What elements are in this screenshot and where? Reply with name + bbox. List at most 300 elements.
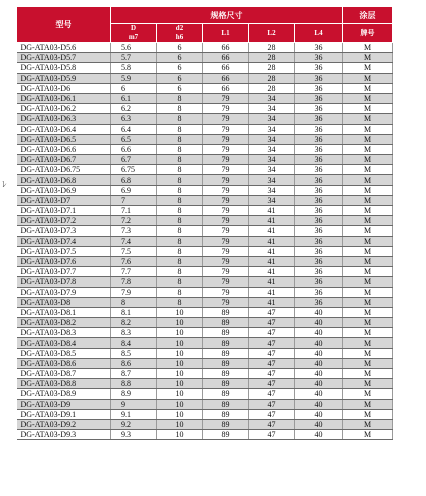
cell-l4: 40 — [295, 348, 343, 358]
cell-d: 6.4 — [111, 124, 157, 134]
cell-l4: 36 — [295, 165, 343, 175]
cell-model: DG-ATA03-D6.6 — [17, 144, 111, 154]
cell-l1: 79 — [203, 114, 249, 124]
cell-l2: 28 — [249, 63, 295, 73]
cell-d2: 8 — [157, 267, 203, 277]
cell-l4: 36 — [295, 246, 343, 256]
table-row — [17, 63, 393, 73]
cell-d: 7.5 — [111, 246, 157, 256]
cell-d2: 10 — [157, 307, 203, 317]
cell-d2: 8 — [157, 226, 203, 236]
cell-brand: M — [343, 124, 393, 134]
cell-model: DG-ATA03-D6.5 — [17, 134, 111, 144]
cell-l4: 36 — [295, 185, 343, 195]
cell-d: 7.3 — [111, 226, 157, 236]
cell-l2: 28 — [249, 73, 295, 83]
cell-model: DG-ATA03-D9 — [17, 399, 111, 409]
cell-brand: M — [343, 369, 393, 379]
cell-d2: 8 — [157, 104, 203, 114]
cell-model: DG-ATA03-D8.5 — [17, 348, 111, 358]
cell-d: 6.75 — [111, 165, 157, 175]
cell-l2: 47 — [249, 369, 295, 379]
cell-d2: 6 — [157, 73, 203, 83]
cell-d2: 8 — [157, 114, 203, 124]
cell-l1: 79 — [203, 134, 249, 144]
cell-l4: 36 — [295, 53, 343, 63]
table-row — [17, 297, 393, 307]
cell-d2: 8 — [157, 185, 203, 195]
cell-d: 9.3 — [111, 430, 157, 440]
header-d2 — [157, 24, 203, 43]
cell-l4: 36 — [295, 83, 343, 93]
cell-d: 9 — [111, 399, 157, 409]
cell-l2: 34 — [249, 185, 295, 195]
cell-l2: 47 — [249, 379, 295, 389]
cell-l1: 89 — [203, 409, 249, 419]
cell-d: 6.2 — [111, 104, 157, 114]
cell-l1: 66 — [203, 83, 249, 93]
cell-d: 6.7 — [111, 155, 157, 165]
cell-l1: 89 — [203, 399, 249, 409]
cell-l4: 36 — [295, 277, 343, 287]
table-row — [17, 369, 393, 379]
cell-model: DG-ATA03-D7.4 — [17, 236, 111, 246]
cell-model: DG-ATA03-D6 — [17, 83, 111, 93]
header-l4: L4 — [295, 24, 343, 43]
cell-model: DG-ATA03-D8 — [17, 297, 111, 307]
cell-l2: 47 — [249, 307, 295, 317]
cell-brand: M — [343, 63, 393, 73]
cell-brand: M — [343, 216, 393, 226]
cell-d: 8.7 — [111, 369, 157, 379]
cell-d2: 10 — [157, 389, 203, 399]
cell-model: DG-ATA03-D6.9 — [17, 185, 111, 195]
header-d — [111, 24, 157, 43]
cell-d: 6.8 — [111, 175, 157, 185]
cell-l4: 40 — [295, 369, 343, 379]
cell-l1: 79 — [203, 155, 249, 165]
cell-model: DG-ATA03-D7.2 — [17, 216, 111, 226]
header-l1: L1 — [203, 24, 249, 43]
cell-l4: 36 — [295, 216, 343, 226]
cell-d: 6 — [111, 83, 157, 93]
cell-d2: 10 — [157, 318, 203, 328]
cell-model: DG-ATA03-D8.7 — [17, 369, 111, 379]
cell-brand: M — [343, 287, 393, 297]
cell-l1: 89 — [203, 348, 249, 358]
cell-l1: 79 — [203, 175, 249, 185]
table-row — [17, 287, 393, 297]
cell-model: DG-ATA03-D7.3 — [17, 226, 111, 236]
cell-l1: 79 — [203, 287, 249, 297]
table-row — [17, 175, 393, 185]
cell-l4: 36 — [295, 206, 343, 216]
table-row — [17, 73, 393, 83]
cell-d: 5.9 — [111, 73, 157, 83]
cell-brand: M — [343, 389, 393, 399]
cell-brand: M — [343, 175, 393, 185]
table-row — [17, 328, 393, 338]
table-row — [17, 53, 393, 63]
table-row — [17, 165, 393, 175]
cell-brand: M — [343, 206, 393, 216]
cell-l1: 66 — [203, 43, 249, 53]
cell-l2: 47 — [249, 358, 295, 368]
cell-model: DG-ATA03-D8.8 — [17, 379, 111, 389]
cell-l1: 79 — [203, 93, 249, 103]
cell-l4: 40 — [295, 379, 343, 389]
cell-model: DG-ATA03-D6.2 — [17, 104, 111, 114]
cell-brand: M — [343, 256, 393, 266]
table-row — [17, 83, 393, 93]
cell-l4: 36 — [295, 267, 343, 277]
cell-l4: 36 — [295, 43, 343, 53]
cell-d: 8.9 — [111, 389, 157, 399]
cell-d: 8.3 — [111, 328, 157, 338]
cell-l4: 40 — [295, 318, 343, 328]
cell-model: DG-ATA03-D9.2 — [17, 419, 111, 429]
table-row — [17, 246, 393, 256]
cell-brand: M — [343, 267, 393, 277]
cell-l1: 66 — [203, 63, 249, 73]
cell-l2: 34 — [249, 124, 295, 134]
table-row — [17, 43, 393, 53]
cell-brand: M — [343, 409, 393, 419]
cell-d2: 6 — [157, 63, 203, 73]
cell-brand: M — [343, 236, 393, 246]
cell-model: DG-ATA03-D8.2 — [17, 318, 111, 328]
cell-model: DG-ATA03-D5.7 — [17, 53, 111, 63]
cell-d2: 8 — [157, 246, 203, 256]
cell-d: 8 — [111, 297, 157, 307]
cell-l4: 40 — [295, 419, 343, 429]
header-d2-line1: d2 — [175, 24, 184, 32]
cell-model: DG-ATA03-D6.8 — [17, 175, 111, 185]
cell-l1: 66 — [203, 53, 249, 63]
table-body — [17, 43, 393, 440]
cell-l1: 79 — [203, 246, 249, 256]
table-row — [17, 318, 393, 328]
cell-l2: 34 — [249, 155, 295, 165]
cell-d2: 8 — [157, 256, 203, 266]
cell-l2: 34 — [249, 144, 295, 154]
cell-model: DG-ATA03-D7.5 — [17, 246, 111, 256]
cell-model: DG-ATA03-D6.7 — [17, 155, 111, 165]
cell-l1: 79 — [203, 185, 249, 195]
table-row — [17, 399, 393, 409]
cell-l2: 47 — [249, 338, 295, 348]
cell-brand: M — [343, 358, 393, 368]
cell-l2: 41 — [249, 206, 295, 216]
cell-l4: 36 — [295, 114, 343, 124]
cell-brand: M — [343, 53, 393, 63]
cell-l1: 79 — [203, 277, 249, 287]
cell-d2: 10 — [157, 430, 203, 440]
cell-l2: 28 — [249, 53, 295, 63]
cell-l2: 41 — [249, 267, 295, 277]
cell-d: 6.6 — [111, 144, 157, 154]
cell-model: DG-ATA03-D5.8 — [17, 63, 111, 73]
cell-l4: 36 — [295, 287, 343, 297]
cell-l1: 79 — [203, 124, 249, 134]
cell-l2: 41 — [249, 216, 295, 226]
cell-d2: 8 — [157, 93, 203, 103]
header-coating-group: 涂层 — [343, 7, 393, 24]
cell-l1: 89 — [203, 379, 249, 389]
cell-brand: M — [343, 226, 393, 236]
cell-d2: 6 — [157, 53, 203, 63]
cell-l4: 36 — [295, 256, 343, 266]
cell-d: 6.5 — [111, 134, 157, 144]
cell-l2: 47 — [249, 348, 295, 358]
cell-l1: 89 — [203, 328, 249, 338]
cell-d: 7.6 — [111, 256, 157, 266]
cell-d2: 8 — [157, 216, 203, 226]
cell-l1: 79 — [203, 144, 249, 154]
table-row — [17, 307, 393, 317]
cell-brand: M — [343, 83, 393, 93]
cell-l4: 36 — [295, 236, 343, 246]
cell-l4: 36 — [295, 155, 343, 165]
table-row — [17, 358, 393, 368]
cell-d: 5.7 — [111, 53, 157, 63]
cell-d2: 10 — [157, 348, 203, 358]
cell-l2: 47 — [249, 409, 295, 419]
cell-d: 8.6 — [111, 358, 157, 368]
cell-l1: 89 — [203, 419, 249, 429]
cell-d2: 8 — [157, 195, 203, 205]
cell-model: DG-ATA03-D9.3 — [17, 430, 111, 440]
table-row — [17, 144, 393, 154]
cell-d2: 10 — [157, 338, 203, 348]
cell-d: 7.2 — [111, 216, 157, 226]
cell-l2: 28 — [249, 43, 295, 53]
header-l2: L2 — [249, 24, 295, 43]
cell-l4: 36 — [295, 226, 343, 236]
cell-model: DG-ATA03-D7.9 — [17, 287, 111, 297]
cell-d: 5.6 — [111, 43, 157, 53]
cell-l4: 40 — [295, 389, 343, 399]
cell-l2: 41 — [249, 287, 295, 297]
cell-brand: M — [343, 348, 393, 358]
cell-l1: 79 — [203, 297, 249, 307]
cell-d: 8.8 — [111, 379, 157, 389]
cell-l2: 41 — [249, 277, 295, 287]
cell-brand: M — [343, 379, 393, 389]
cell-l2: 47 — [249, 399, 295, 409]
cell-brand: M — [343, 430, 393, 440]
cell-brand: M — [343, 144, 393, 154]
cell-l2: 34 — [249, 195, 295, 205]
cell-d2: 10 — [157, 328, 203, 338]
cell-brand: M — [343, 195, 393, 205]
cell-l2: 41 — [249, 226, 295, 236]
cell-l1: 79 — [203, 256, 249, 266]
cell-d2: 8 — [157, 165, 203, 175]
cell-model: DG-ATA03-D9.1 — [17, 409, 111, 419]
cell-l4: 40 — [295, 328, 343, 338]
cell-brand: M — [343, 328, 393, 338]
cell-brand: M — [343, 165, 393, 175]
cell-l1: 66 — [203, 73, 249, 83]
cell-model: DG-ATA03-D8.3 — [17, 328, 111, 338]
table-row — [17, 93, 393, 103]
cell-d2: 6 — [157, 43, 203, 53]
cell-l2: 28 — [249, 83, 295, 93]
cell-l4: 40 — [295, 399, 343, 409]
table-row — [17, 195, 393, 205]
cell-d2: 8 — [157, 297, 203, 307]
cell-d2: 8 — [157, 287, 203, 297]
cell-brand: M — [343, 297, 393, 307]
cell-l4: 40 — [295, 338, 343, 348]
cell-d2: 8 — [157, 206, 203, 216]
table-row — [17, 226, 393, 236]
cell-l1: 79 — [203, 267, 249, 277]
cell-d2: 8 — [157, 144, 203, 154]
cell-d: 9.2 — [111, 419, 157, 429]
table-row — [17, 267, 393, 277]
cell-d2: 8 — [157, 175, 203, 185]
cell-model: DG-ATA03-D6.1 — [17, 93, 111, 103]
cell-brand: M — [343, 419, 393, 429]
cell-l1: 89 — [203, 389, 249, 399]
cell-l4: 36 — [295, 297, 343, 307]
cell-l1: 89 — [203, 430, 249, 440]
table-row — [17, 348, 393, 358]
cell-d: 7.4 — [111, 236, 157, 246]
cell-l1: 89 — [203, 318, 249, 328]
table-row — [17, 419, 393, 429]
cell-l4: 36 — [295, 134, 343, 144]
cell-model: DG-ATA03-D8.1 — [17, 307, 111, 317]
cell-d: 7.7 — [111, 267, 157, 277]
table-row — [17, 256, 393, 266]
cell-d: 6.1 — [111, 93, 157, 103]
header-model: 型号 — [17, 7, 111, 43]
table-row — [17, 185, 393, 195]
cell-d2: 8 — [157, 236, 203, 246]
table-row — [17, 409, 393, 419]
cell-model: DG-ATA03-D6.3 — [17, 114, 111, 124]
cell-d: 7 — [111, 195, 157, 205]
cell-brand: M — [343, 43, 393, 53]
cell-brand: M — [343, 318, 393, 328]
table-row — [17, 236, 393, 246]
cell-d: 7.8 — [111, 277, 157, 287]
cell-brand: M — [343, 104, 393, 114]
cell-brand: M — [343, 73, 393, 83]
header-spec-group: 规格尺寸 — [111, 7, 343, 24]
cell-l1: 89 — [203, 338, 249, 348]
cell-l2: 34 — [249, 104, 295, 114]
table-row — [17, 104, 393, 114]
cell-d: 8.4 — [111, 338, 157, 348]
cell-l1: 89 — [203, 307, 249, 317]
cell-d2: 10 — [157, 369, 203, 379]
side-mark: ﾚ — [2, 179, 7, 189]
cell-model: DG-ATA03-D8.9 — [17, 389, 111, 399]
cell-l2: 34 — [249, 165, 295, 175]
table-row — [17, 134, 393, 144]
cell-d2: 10 — [157, 419, 203, 429]
cell-brand: M — [343, 246, 393, 256]
cell-l1: 79 — [203, 165, 249, 175]
cell-l4: 36 — [295, 104, 343, 114]
table-row — [17, 216, 393, 226]
cell-l1: 79 — [203, 195, 249, 205]
cell-d: 7.1 — [111, 206, 157, 216]
table-row — [17, 206, 393, 216]
cell-d2: 8 — [157, 124, 203, 134]
header-d-line2: m7 — [128, 33, 139, 41]
cell-d: 7.9 — [111, 287, 157, 297]
cell-d2: 10 — [157, 399, 203, 409]
cell-l1: 79 — [203, 216, 249, 226]
table-row — [17, 379, 393, 389]
cell-model: DG-ATA03-D7.6 — [17, 256, 111, 266]
table-row — [17, 155, 393, 165]
table-row — [17, 114, 393, 124]
cell-brand: M — [343, 277, 393, 287]
header-d2-line2: h6 — [175, 33, 184, 41]
cell-brand: M — [343, 307, 393, 317]
cell-d2: 8 — [157, 155, 203, 165]
cell-l2: 47 — [249, 389, 295, 399]
table-row — [17, 430, 393, 440]
cell-l1: 79 — [203, 206, 249, 216]
cell-brand: M — [343, 399, 393, 409]
cell-l2: 41 — [249, 236, 295, 246]
cell-l2: 41 — [249, 246, 295, 256]
cell-d2: 8 — [157, 134, 203, 144]
cell-l4: 36 — [295, 144, 343, 154]
cell-brand: M — [343, 93, 393, 103]
cell-l2: 47 — [249, 328, 295, 338]
cell-d: 8.1 — [111, 307, 157, 317]
cell-model: DG-ATA03-D7.7 — [17, 267, 111, 277]
header-brand: 牌号 — [343, 24, 393, 43]
cell-brand: M — [343, 338, 393, 348]
cell-l4: 36 — [295, 195, 343, 205]
cell-brand: M — [343, 134, 393, 144]
cell-d: 5.8 — [111, 63, 157, 73]
cell-brand: M — [343, 114, 393, 124]
cell-l4: 36 — [295, 175, 343, 185]
cell-l2: 47 — [249, 430, 295, 440]
cell-l2: 47 — [249, 419, 295, 429]
cell-l4: 36 — [295, 63, 343, 73]
cell-l4: 36 — [295, 73, 343, 83]
cell-l1: 79 — [203, 104, 249, 114]
cell-d: 6.3 — [111, 114, 157, 124]
cell-brand: M — [343, 155, 393, 165]
cell-l1: 89 — [203, 369, 249, 379]
cell-l1: 79 — [203, 226, 249, 236]
cell-model: DG-ATA03-D5.6 — [17, 43, 111, 53]
cell-l1: 89 — [203, 358, 249, 368]
cell-model: DG-ATA03-D8.6 — [17, 358, 111, 368]
spec-table — [16, 6, 393, 440]
cell-d: 8.2 — [111, 318, 157, 328]
cell-l2: 34 — [249, 93, 295, 103]
cell-l1: 79 — [203, 236, 249, 246]
cell-d: 9.1 — [111, 409, 157, 419]
table-row — [17, 338, 393, 348]
cell-l4: 36 — [295, 93, 343, 103]
table-header — [17, 7, 393, 43]
cell-model: DG-ATA03-D7.8 — [17, 277, 111, 287]
